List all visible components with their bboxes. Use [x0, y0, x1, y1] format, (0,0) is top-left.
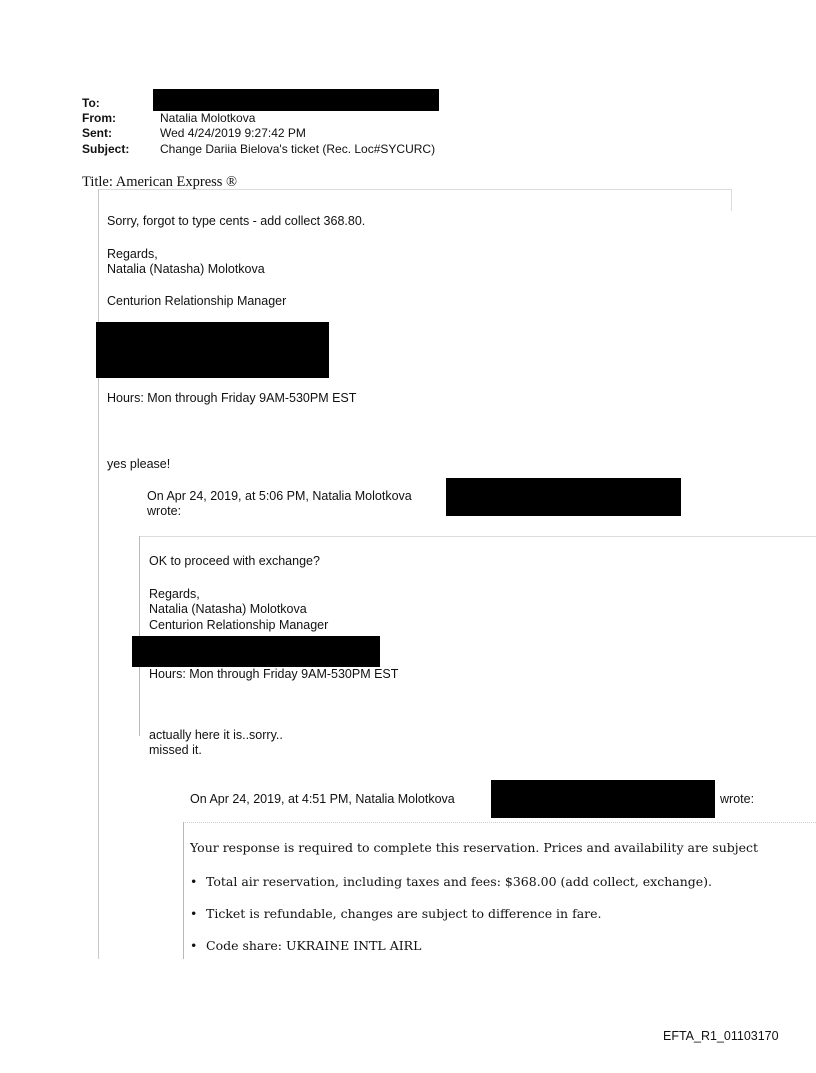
- title-line: Title: American Express ®: [82, 174, 238, 190]
- quote1-reply-line1: actually here it is..sorry..: [149, 728, 283, 742]
- bullet-glyph: •: [190, 906, 198, 921]
- redacted-signature-block: [96, 322, 329, 378]
- from-value: Natalia Molotkova: [160, 111, 256, 125]
- quote1-name: Natalia (Natasha) Molotkova: [149, 602, 307, 616]
- bullet-text: Code share: UKRAINE INTL AIRL: [206, 938, 422, 953]
- bullet-glyph: •: [190, 938, 198, 953]
- quote1-wrote: wrote:: [147, 504, 182, 518]
- outer-frame-right: [731, 189, 732, 211]
- quote2-frame-left: [183, 822, 184, 959]
- document-id: EFTA_R1_01103170: [663, 1029, 779, 1043]
- bullet-text: Ticket is refundable, changes are subject to difference in fare.: [206, 906, 602, 921]
- redacted-recipient: [153, 89, 439, 111]
- list-item: [190, 938, 421, 953]
- outer-frame-left: [98, 189, 99, 959]
- quote2-wrote: wrote:: [720, 792, 755, 806]
- sent-label: Sent:: [82, 126, 112, 140]
- from-label: From:: [82, 111, 116, 125]
- outer-frame-top: [98, 189, 732, 190]
- message1-regards: Regards,: [107, 247, 158, 261]
- quote1-reply-line2: missed it.: [149, 743, 202, 757]
- quote1-hours: Hours: Mon through Friday 9AM-530PM EST: [149, 667, 399, 681]
- bullet-text: Total air reservation, including taxes and fees: $368.00 (add collect, exchange).: [206, 874, 712, 889]
- subject-value: Change Dariia Bielova's ticket (Rec. Loc#SYCURC): [160, 142, 436, 156]
- quote2-frame-top: [183, 822, 816, 823]
- message1-role: Centurion Relationship Manager: [107, 294, 287, 308]
- list-item: [190, 874, 712, 889]
- redacted-signature-block-2: [132, 636, 380, 667]
- subject-label: Subject:: [82, 142, 130, 156]
- redacted-email-address-2: [491, 780, 715, 818]
- message1-hours: Hours: Mon through Friday 9AM-530PM EST: [107, 391, 357, 405]
- redacted-email-address-1: [446, 478, 681, 516]
- quote1-frame-top: [139, 536, 816, 537]
- quote1-body: OK to proceed with exchange?: [149, 554, 320, 568]
- to-label: To:: [82, 96, 100, 110]
- quote1-role: Centurion Relationship Manager: [149, 618, 329, 632]
- reply1-text: yes please!: [107, 457, 171, 471]
- sent-value: Wed 4/24/2019 9:27:42 PM: [160, 126, 306, 140]
- message1-name: Natalia (Natasha) Molotkova: [107, 262, 265, 276]
- list-item: [190, 906, 602, 921]
- quote1-regards: Regards,: [149, 587, 200, 601]
- quote1-intro: On Apr 24, 2019, at 5:06 PM, Natalia Molotkova: [147, 489, 412, 503]
- quote2-intro: On Apr 24, 2019, at 4:51 PM, Natalia Molotkova: [190, 792, 455, 806]
- quote2-body: Your response is required to complete this reservation. Prices and availability are subject: [190, 840, 759, 855]
- message1-body: Sorry, forgot to type cents - add collect 368.80.: [107, 214, 366, 228]
- bullet-glyph: •: [190, 874, 198, 889]
